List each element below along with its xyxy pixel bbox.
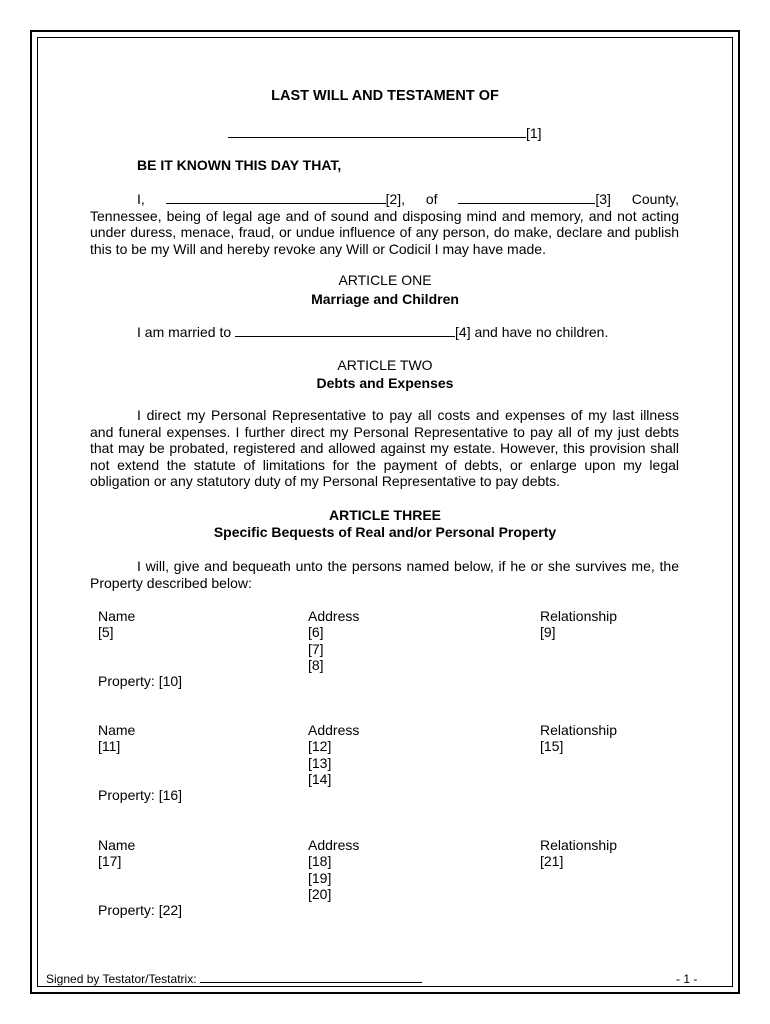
blank-2 [166, 191, 386, 204]
bequest-2-address-col [308, 722, 359, 787]
intro-field-3-wrap [458, 191, 611, 208]
article-one-subheading: Marriage and Children [311, 291, 459, 307]
address-line-3: [14] [308, 770, 332, 787]
address-label: Address [308, 837, 360, 853]
address-line-2: [19] [308, 869, 332, 886]
intro-paragraph [90, 191, 679, 257]
address-line-2: [13] [308, 754, 332, 771]
intro-rest: Tennessee, being of legal age and of sound and disposing mind and memory, and not acting under duress, menace, fraud, or undue influence of any person, do make, declare and publish this to be my Will and hereby revoke any Will or Codicil I may have made. [90, 207, 679, 257]
article-one-text [137, 324, 608, 340]
bequest-3-address-col [308, 837, 359, 902]
address-line-1: [12] [308, 738, 332, 755]
testator-name-line [228, 125, 542, 141]
name-value: [11] [98, 738, 121, 755]
intro-field-2: [2], [385, 191, 406, 207]
bequest-2-name-col [98, 722, 135, 755]
testator-name-field: [1] [526, 125, 542, 141]
bequest-2-property: Property: [16] [98, 787, 183, 803]
blank-3 [458, 191, 595, 204]
testator-name-blank [228, 125, 526, 138]
name-label: Name [98, 608, 136, 624]
relationship-label: Relationship [540, 837, 618, 853]
relationship-value: [9] [540, 624, 556, 641]
article-three-text: I will, give and bequeath unto the persons named below, if he or she survives me, the Property described below: [90, 558, 679, 591]
married-to-label: I am married to [137, 324, 232, 340]
bequest-3-name-col [98, 837, 135, 870]
address-label: Address [308, 608, 360, 624]
article-three-subheading: Specific Bequests of Real and/or Personal Property [213, 524, 557, 540]
name-value: [5] [98, 624, 114, 641]
bequest-3-property: Property: [22] [98, 902, 183, 918]
relationship-label: Relationship [540, 722, 618, 738]
address-line-3: [20] [308, 885, 332, 902]
name-value: [17] [98, 853, 122, 870]
document-title: LAST WILL AND TESTAMENT OF [271, 88, 499, 104]
article-two-subheading: Debts and Expenses [316, 375, 454, 391]
relationship-value: [15] [540, 738, 564, 755]
article-two-heading: ARTICLE TWO [337, 357, 433, 373]
bequest-3-relationship-col [540, 837, 617, 870]
spouse-blank [235, 324, 455, 337]
article-three-heading: ARTICLE THREE [329, 507, 441, 523]
relationship-label: Relationship [540, 608, 618, 624]
intro-field-3: [3] [595, 191, 611, 207]
address-line-3: [8] [308, 656, 324, 673]
signature-footer [46, 972, 422, 986]
spouse-field: [4] and have no children. [455, 324, 609, 340]
address-label: Address [308, 722, 360, 738]
signed-by-label: Signed by Testator/Testatrix: [46, 972, 197, 986]
bequest-1-name-col [98, 608, 135, 641]
signature-blank [200, 972, 422, 983]
intro-field-2-wrap [166, 191, 405, 208]
name-label: Name [98, 722, 136, 738]
bequest-1-property: Property: [10] [98, 673, 183, 689]
page-number: - 1 - [676, 972, 698, 986]
bequest-1-address-col [308, 608, 359, 673]
bequest-2-relationship-col [540, 722, 617, 755]
intro-first-line [90, 191, 679, 208]
article-two-text: I direct my Personal Representative to pay all costs and expenses of my last illness and funeral expenses. I further direct my Personal Representative to pay all of my just debts that may be probated, registered and allowed against my estate. However, this provision shall not extend the statute of limitations for the payment of debts, or enlarge upon my legal obligation or any statutory duty of my Personal Representative to pay debts. [90, 407, 679, 489]
intro-i: I, [137, 191, 145, 207]
known-heading: BE IT KNOWN THIS DAY THAT, [137, 157, 342, 173]
bequest-1-relationship-col [540, 608, 617, 641]
relationship-value: [21] [540, 853, 564, 870]
address-line-1: [6] [308, 624, 324, 641]
address-line-1: [18] [308, 853, 332, 870]
address-line-2: [7] [308, 640, 324, 657]
name-label: Name [98, 837, 136, 853]
article-one-heading: ARTICLE ONE [338, 272, 432, 288]
intro-of: of [425, 191, 438, 207]
intro-county: County, [631, 191, 679, 207]
